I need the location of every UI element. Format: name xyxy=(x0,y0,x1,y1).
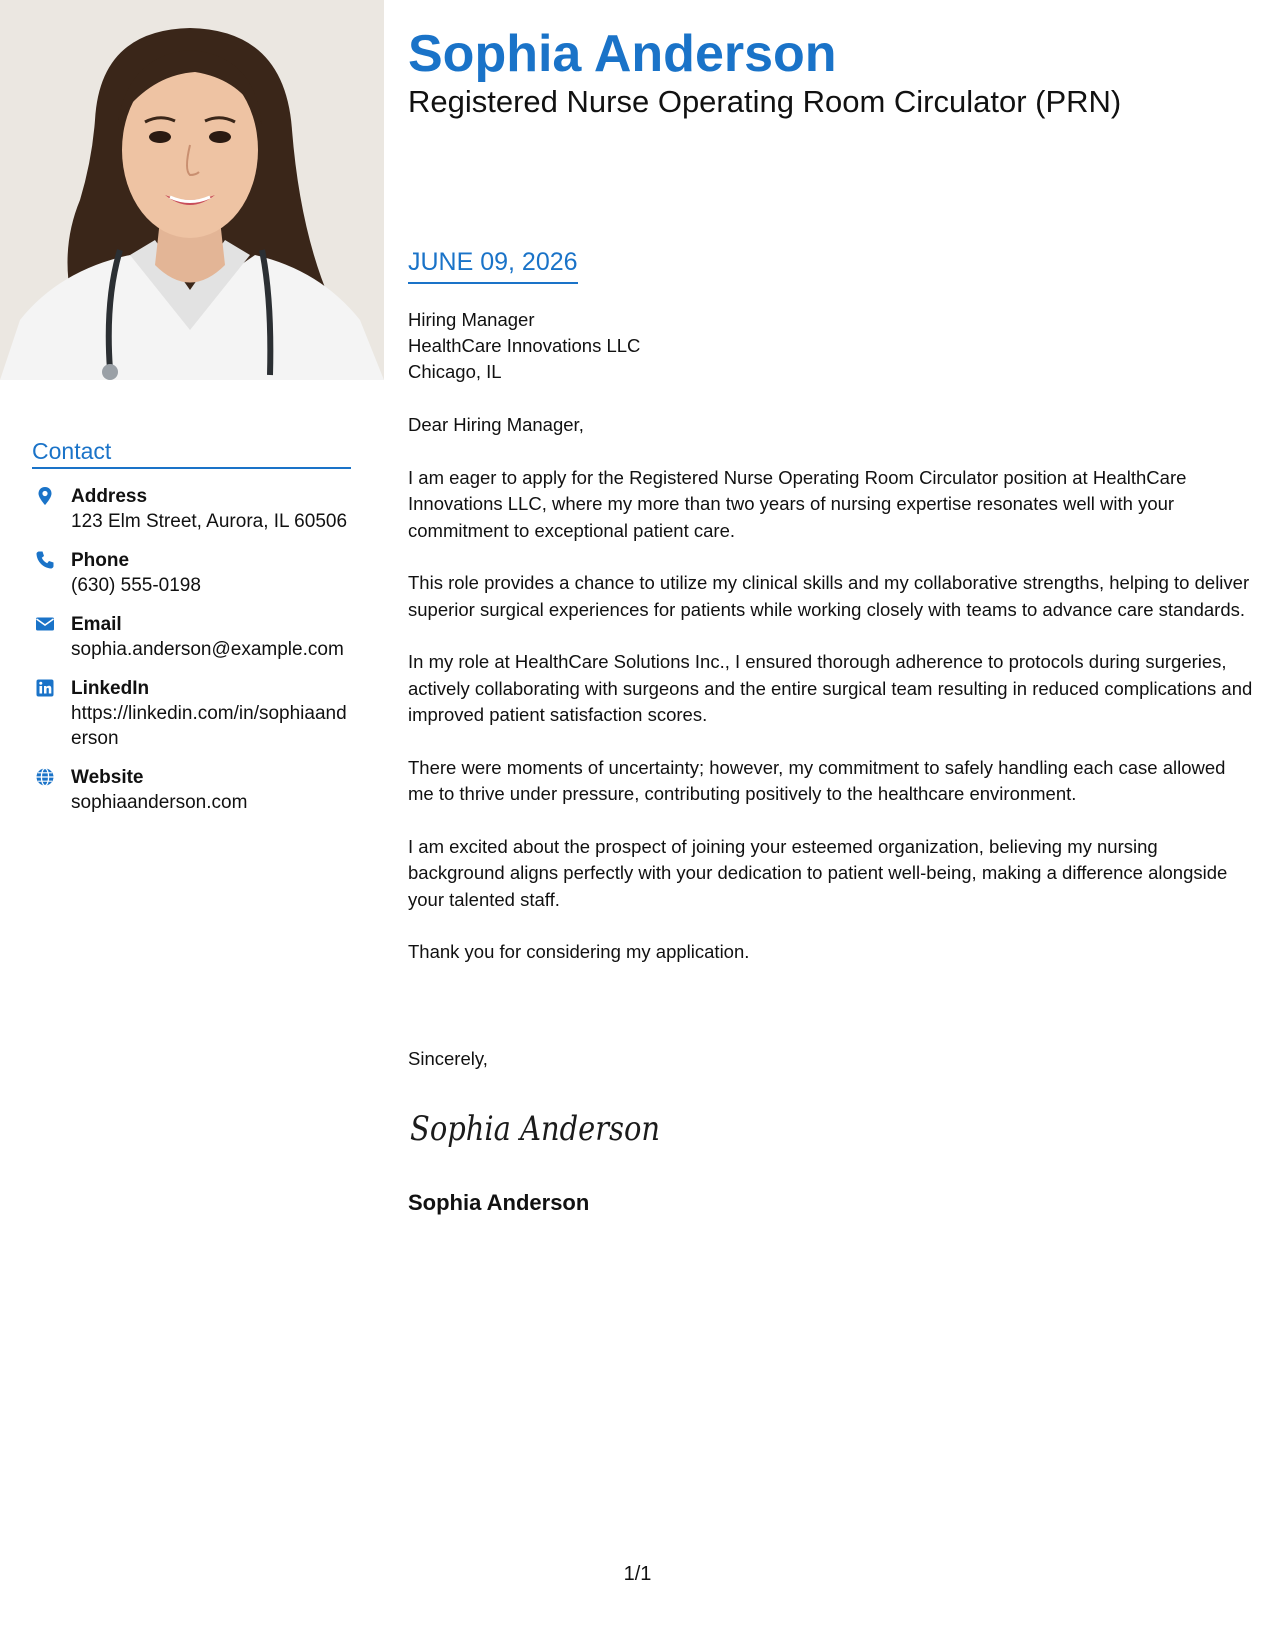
website-link[interactable]: sophiaanderson.com xyxy=(71,792,248,813)
contact-list xyxy=(32,484,352,829)
applicant-name: Sophia Anderson xyxy=(408,25,837,83)
contact-label: LinkedIn xyxy=(71,678,150,699)
profile-photo xyxy=(0,0,384,380)
salutation: Dear Hiring Manager, xyxy=(408,414,584,435)
job-title: Registered Nurse Operating Room Circulator (PRN) xyxy=(408,84,1122,119)
globe-icon xyxy=(35,767,55,787)
recipient-block xyxy=(408,307,640,385)
linkedin-link[interactable]: https://linkedin.com/in/sophiaanderson xyxy=(71,703,347,749)
contact-label: Website xyxy=(71,767,144,788)
phone-value: (630) 555-0198 xyxy=(71,575,201,596)
contact-label: Email xyxy=(71,614,122,635)
recipient-line: HealthCare Innovations LLC xyxy=(408,335,641,356)
letter-body xyxy=(408,412,1253,992)
email-link[interactable]: sophia.anderson@example.com xyxy=(71,639,344,660)
contact-item-address xyxy=(32,484,352,534)
sidebar xyxy=(0,0,384,1650)
address-value: 123 Elm Street, Aurora, IL 60506 xyxy=(71,511,348,532)
envelope-icon xyxy=(35,614,55,634)
contact-item-phone xyxy=(32,548,352,598)
letter-paragraph: In my role at HealthCare Solutions Inc., I ensured thorough adherence to protocols during surgeries, actively collaborating with surgeons and the entire surgical team resulting in reduced complications and improved patient satisfaction scores. xyxy=(408,651,1253,725)
contact-item-linkedin xyxy=(32,676,352,751)
recipient-line: Hiring Manager xyxy=(408,309,535,330)
location-pin-icon xyxy=(35,486,55,506)
letter-paragraph: I am excited about the prospect of joining your esteemed organization, believing my nursing background aligns perfectly with your dedication to patient well-being, making a difference alongside your talented staff. xyxy=(408,835,1228,910)
signed-name: Sophia Anderson xyxy=(408,1190,590,1215)
letter-date: JUNE 09, 2026 xyxy=(408,248,578,284)
letter-paragraph: Thank you for considering my application. xyxy=(408,941,750,962)
contact-item-website xyxy=(32,765,352,815)
contact-label: Address xyxy=(71,486,148,507)
phone-icon xyxy=(35,550,55,570)
letter-paragraph: This role provides a chance to utilize my clinical skills and my collaborative strengths, helping to deliver superior surgical experiences for patients while working closely with teams to advance care standards. xyxy=(408,572,1250,620)
letter-paragraph: I am eager to apply for the Registered Nurse Operating Room Circulator position at HealthCare Innovations LLC, where my more than two years of nursing expertise resonates well with your commitment to exceptional patient care. xyxy=(408,466,1187,541)
svg-text:Sophia Anderson: Sophia Anderson xyxy=(410,1109,660,1149)
handwritten-signature xyxy=(408,1102,678,1158)
linkedin-icon xyxy=(35,678,55,698)
closing: Sincerely, xyxy=(408,1048,488,1069)
page-number: 1/1 xyxy=(623,1563,652,1585)
recipient-line: Chicago, IL xyxy=(408,361,502,382)
contact-heading: Contact xyxy=(32,438,351,469)
contact-label: Phone xyxy=(71,550,130,571)
contact-item-email xyxy=(32,612,352,662)
letter-paragraph: There were moments of uncertainty; however, my commitment to safely handling each case allowed me to thrive under pressure, contributing positively to the healthcare environment. xyxy=(408,756,1226,804)
